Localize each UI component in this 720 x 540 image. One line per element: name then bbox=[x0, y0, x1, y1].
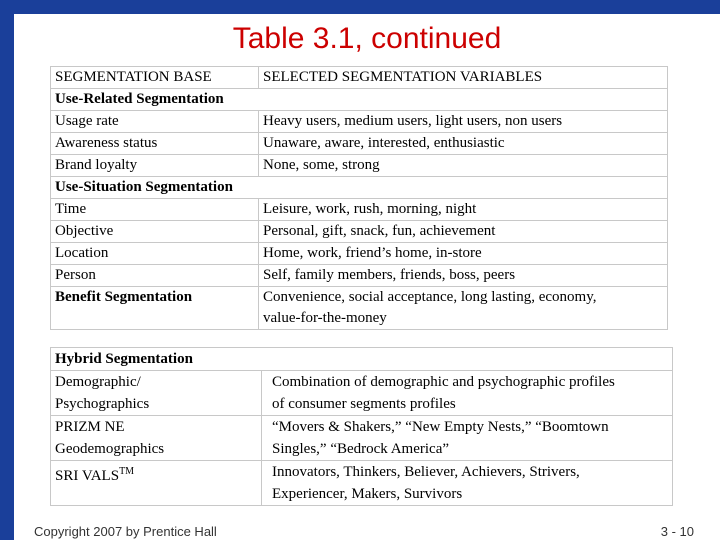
row-vars: Home, work, friend’s home, in-store bbox=[259, 243, 668, 265]
row-vars: Unaware, aware, interested, enthusiastic bbox=[259, 133, 668, 155]
row-base: Usage rate bbox=[51, 111, 259, 133]
vars-line: of consumer segments profiles bbox=[272, 396, 456, 412]
vars-line: Innovators, Thinkers, Believer, Achievers, Strivers, bbox=[272, 464, 580, 480]
vars-line: Singles,” “Bedrock America” bbox=[272, 441, 450, 457]
section-row bbox=[51, 89, 668, 111]
row-vars: Leisure, work, rush, morning, night bbox=[259, 199, 668, 221]
row-vars bbox=[262, 416, 673, 461]
segmentation-table bbox=[50, 66, 668, 330]
table-row bbox=[51, 265, 668, 287]
row-vars bbox=[259, 287, 668, 330]
row-base: Objective bbox=[51, 221, 259, 243]
trademark-sup: TM bbox=[119, 466, 135, 477]
section-row bbox=[51, 348, 673, 371]
table-row bbox=[51, 199, 668, 221]
base-line: Psychographics bbox=[55, 396, 150, 412]
vars-line: “Movers & Shakers,” “New Empty Nests,” “Boomtown bbox=[272, 419, 609, 435]
section-use-related: Use-Related Segmentation bbox=[51, 89, 668, 111]
left-accent-bar bbox=[0, 0, 14, 540]
row-base: Person bbox=[51, 265, 259, 287]
row-vars bbox=[262, 461, 673, 506]
base-line: Demographic/ bbox=[55, 374, 141, 390]
vars-line: Combination of demographic and psychographic profiles bbox=[272, 374, 615, 390]
hybrid-table bbox=[50, 347, 673, 506]
table-row bbox=[51, 461, 673, 506]
table-row bbox=[51, 111, 668, 133]
base-line: PRIZM NE bbox=[55, 419, 125, 435]
vars-line: Experiencer, Makers, Survivors bbox=[272, 486, 463, 502]
row-vars bbox=[262, 371, 673, 416]
row-base bbox=[51, 416, 262, 461]
header-variables: SELECTED SEGMENTATION VARIABLES bbox=[259, 67, 668, 89]
table-row bbox=[51, 287, 668, 330]
row-base: Brand loyalty bbox=[51, 155, 259, 177]
section-use-situation: Use-Situation Segmentation bbox=[51, 177, 668, 199]
vars-line: Convenience, social acceptance, long lasting, economy, bbox=[263, 289, 597, 305]
vars-line: value-for-the-money bbox=[263, 310, 387, 326]
table-row bbox=[51, 133, 668, 155]
row-vars: Self, family members, friends, boss, peers bbox=[259, 265, 668, 287]
row-base: Awareness status bbox=[51, 133, 259, 155]
row-base-benefit: Benefit Segmentation bbox=[51, 287, 259, 330]
page-number: 3 - 10 bbox=[660, 524, 694, 539]
table-row bbox=[51, 155, 668, 177]
row-vars: Personal, gift, snack, fun, achievement bbox=[259, 221, 668, 243]
base-line: Geodemographics bbox=[55, 441, 165, 457]
row-base bbox=[51, 461, 262, 506]
row-vars: Heavy users, medium users, light users, non users bbox=[259, 111, 668, 133]
table-row bbox=[51, 371, 673, 416]
table-header-row bbox=[51, 67, 668, 89]
section-row bbox=[51, 177, 668, 199]
row-base bbox=[51, 371, 262, 416]
row-base: Time bbox=[51, 199, 259, 221]
slide-title: Table 3.1, continued bbox=[232, 22, 502, 55]
base-line: SRI VALS bbox=[55, 468, 120, 484]
header-base: SEGMENTATION BASE bbox=[51, 67, 259, 89]
section-hybrid: Hybrid Segmentation bbox=[51, 348, 673, 371]
row-vars: None, some, strong bbox=[259, 155, 668, 177]
copyright-text: Copyright 2007 by Prentice Hall bbox=[34, 524, 217, 539]
table-row bbox=[51, 221, 668, 243]
table-row bbox=[51, 243, 668, 265]
top-accent-bar bbox=[14, 0, 720, 14]
table-row bbox=[51, 416, 673, 461]
row-base: Location bbox=[51, 243, 259, 265]
